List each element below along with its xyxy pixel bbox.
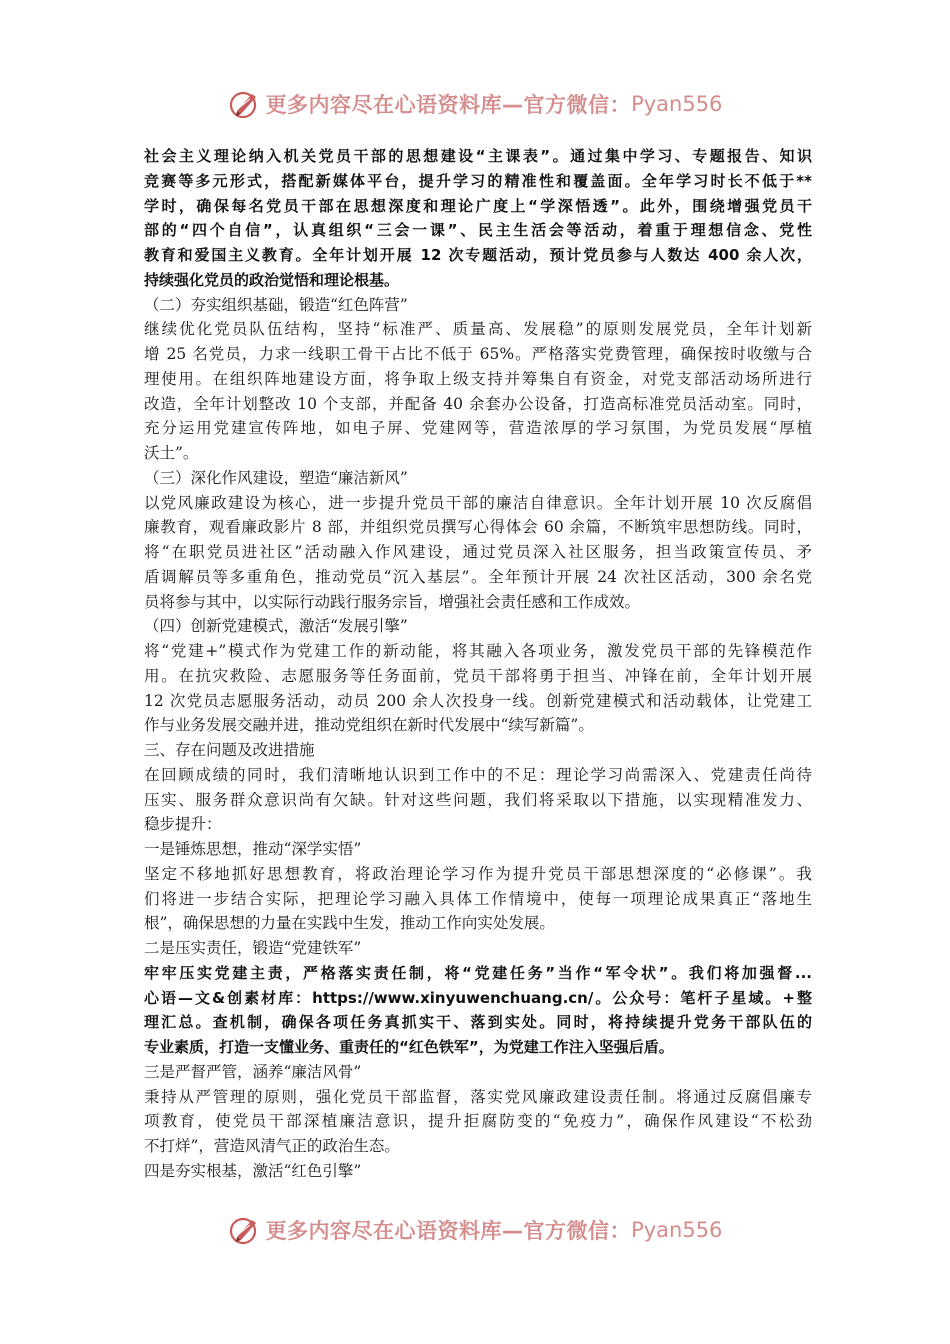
- text-line: 根”，确保思想的力量在实践中生发，推动工作向实处发展。: [144, 914, 555, 933]
- text-line: （二）夯实组织基础，锻造“红色阵营”: [144, 295, 408, 314]
- text-line: 以党风廉政建设为核心，进一步提升党员干部的廉洁自律意识。全年计划开展 10 次反腐倡: [144, 493, 812, 512]
- pen-logo-icon: [228, 1213, 262, 1247]
- footer-banner: [0, 1208, 950, 1252]
- text-line: 三是严督严管，涵养“廉洁风骨”: [144, 1062, 362, 1081]
- text-line: 改造，全年计划整改 10 个支部，并配备 40 余套办公设备，打造高标准党员活动室。同时，: [144, 394, 812, 413]
- text-line: 心语—文&创素材库：https://www.xinyuwenchuang.cn/。公众号：笔杆子星域。+整: [144, 988, 812, 1007]
- text-line: 理使用。在组织阵地建设方面，将争取上级支持并筹集自有资金，对党支部活动场所进行: [144, 369, 812, 388]
- text-line: 秉持从严管理的原则，强化党员干部监督，落实党风廉政建设责任制。将通过反腐倡廉专: [144, 1087, 812, 1106]
- text-line: 四是夯实根基，激活“红色引擎”: [144, 1161, 362, 1180]
- text-line: 项教育，使党员干部深植廉洁意识，提升拒腐防变的“免疫力”，确保作风建设“不松劲: [144, 1112, 812, 1131]
- text-line: 员将参与其中，以实际行动践行服务宗旨，增强社会责任感和工作成效。: [144, 592, 641, 611]
- footer-banner-text: 更多内容尽在心语资料库—官方微信：: [265, 1219, 632, 1243]
- text-line: 在回顾成绩的同时，我们清晰地认识到工作中的不足：理论学习尚需深入、党建责任尚待: [144, 765, 812, 784]
- text-line: 12 次党员志愿服务活动，动员 200 余人次投身一线。创新党建模式和活动载体，让党建工: [144, 691, 812, 710]
- text-line: 社会主义理论纳入机关党员干部的思想建设“主课表”。通过集中学习、专题报告、知识: [144, 147, 812, 165]
- text-line: 一是锤炼思想，推动“深学实悟”: [144, 840, 362, 858]
- text-line: 三、存在问题及改进措施: [144, 741, 315, 759]
- text-line: 将“在职党员进社区”活动融入作风建设，通过党员深入社区服务，担当政策宣传员、矛: [144, 543, 812, 561]
- text-line: 沃土”。: [144, 444, 199, 462]
- text-line: 牢牢压实党建主责，严格落实责任制，将“党建任务”当作“军令状”。我们将加强督...: [144, 963, 812, 982]
- text-line: （四）创新党建模式，激活“发展引擎”: [144, 617, 408, 636]
- text-line: 二是压实责任，锻造“党建铁军”: [144, 939, 362, 957]
- footer-banner-contact: Pyan556: [631, 1218, 723, 1242]
- text-line: 理汇总。查机制，确保各项任务真抓实干、落到实处。同时，将持续提升党务干部队伍的: [144, 1013, 812, 1032]
- text-line: 学时，确保每名党员干部在思想深度和理论广度上“学深悟透”。此外，围绕增强党员干: [144, 196, 812, 215]
- text-line: 稳步提升：: [144, 815, 222, 834]
- header-banner-contact: Pyan556: [631, 92, 723, 116]
- header-banner: [0, 82, 950, 126]
- pen-logo-icon: [228, 87, 262, 121]
- text-line: 压实、服务群众意识尚有欠缺。针对这些问题，我们将采取以下措施，以实现精准发力、: [144, 790, 812, 809]
- text-line: 作与业务发展交融并进，推动党组织在新时代发展中“续写新篇”。: [144, 716, 594, 735]
- document-body: [144, 144, 812, 1184]
- text-line: 不打烊”，营造风清气正的政治生态。: [144, 1137, 400, 1155]
- header-banner-text: 更多内容尽在心语资料库—官方微信：: [265, 93, 632, 117]
- text-line: 将“党建+”模式作为党建工作的新动能，将其融入各项业务，激发党员干部的先锋模范作: [144, 642, 812, 660]
- text-line: 教育和爱国主义教育。全年计划开展 12 次专题活动，预计党员参与人数达 400 余人次，: [144, 246, 812, 264]
- text-line: 们将进一步结合实际，把理论学习融入具体工作情境中，使每一项理论成果真正“落地生: [144, 889, 812, 908]
- text-line: 竞赛等多元形式，搭配新媒体平台，提升学习的精准性和覆盖面。全年学习时长不低于**: [144, 171, 812, 190]
- text-line: 盾调解员等多重角色，推动党员“沉入基层”。全年预计开展 24 次社区活动，300 余名党: [144, 567, 812, 586]
- text-line: （三）深化作风建设，塑造“廉洁新风”: [144, 468, 408, 487]
- text-line: 增 25 名党员，力求一线职工骨干占比不低于 65%。严格落实党费管理，确保按时收缴与合: [144, 345, 812, 363]
- text-line: 廉教育，观看廉政影片 8 部，并组织党员撰写心得体会 60 余篇，不断筑牢思想防线。同时，: [144, 518, 812, 537]
- text-line: 部的“四个自信”，认真组织“三会一课”、民主生活会等活动，着重于理想信念、党性: [144, 221, 812, 240]
- text-line: 坚定不移地抓好思想教育，将政治理论学习作为提升党员干部思想深度的“必修课”。我: [144, 864, 812, 883]
- text-line: 用。在抗灾救险、志愿服务等任务面前，党员干部将勇于担当、冲锋在前，全年计划开展: [144, 666, 812, 685]
- text-line: 继续优化党员队伍结构，坚持“标准严、质量高、发展稳”的原则发展党员，全年计划新: [144, 320, 812, 339]
- text-line: 专业素质，打造一支懂业务、重责任的“红色铁军”，为党建工作注入坚强后盾。: [144, 1038, 674, 1056]
- text-line: 充分运用党建宣传阵地，如电子屏、党建网等，营造浓厚的学习氛围，为党员发展“厚植: [144, 419, 812, 438]
- text-line: 持续强化党员的政治觉悟和理论根基。: [144, 270, 400, 289]
